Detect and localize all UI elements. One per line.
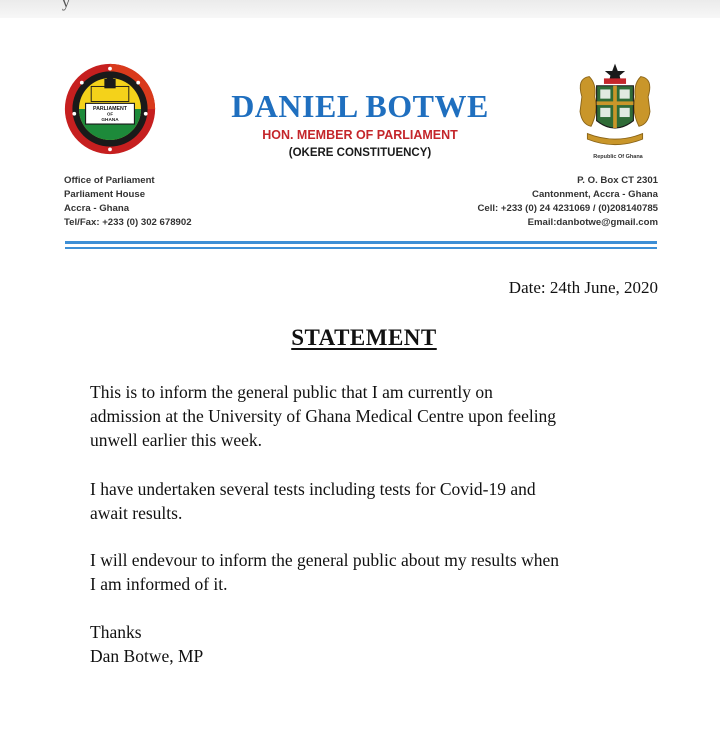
paragraph-3-line1: I will endevour to inform the general public about my results when [90, 550, 559, 570]
paragraph-1-line2: admission at the University of Ghana Medical Centre upon feeling [90, 406, 557, 426]
constituency: (OKERE CONSTITUENCY) [288, 147, 432, 159]
statement-heading: STATEMENT [291, 325, 437, 350]
left-address [64, 174, 192, 230]
paragraph-1 [90, 380, 650, 452]
top-edge [0, 0, 720, 18]
left-address-line3: Accra - Ghana [64, 203, 130, 214]
closing: Thanks [90, 622, 142, 642]
paragraph-2-line1: I have undertaken several tests including tests for Covid-19 and [90, 479, 536, 499]
statement-heading-row [0, 325, 720, 351]
paragraph-2 [90, 477, 650, 525]
left-address-line4: Tel/Fax: +233 (0) 302 678902 [64, 217, 192, 228]
header-rule-thick [65, 241, 657, 244]
paragraph-1-line3: unwell earlier this week. [90, 430, 263, 450]
left-address-line2: Parliament House [64, 189, 146, 200]
logo-text-line1: PARLIAMENT [92, 105, 128, 112]
signature: Dan Botwe, MP [90, 646, 204, 666]
right-address-line1: P. O. Box CT 2301 [577, 175, 658, 186]
right-address-line2: Cantonment, Accra - Ghana [532, 189, 658, 200]
ghana-coat-of-arms-icon [568, 60, 662, 152]
paragraph-2-line2: await results. [90, 503, 183, 523]
header-rule-thin [65, 247, 657, 249]
right-address-line3: Cell: +233 (0) 24 4231069 / (0)208140785 [477, 203, 658, 214]
paragraph-3-line2: I am informed of it. [90, 574, 228, 594]
sign-off [90, 620, 650, 668]
right-address-line4: Email:danbotwe@gmail.com [527, 217, 658, 228]
parliament-logo-icon [63, 62, 157, 156]
letter-date: Date: 24th June, 2020 [508, 278, 658, 297]
paragraph-3 [90, 548, 650, 596]
right-address [477, 174, 658, 230]
top-fragment: y [62, 0, 70, 11]
paragraph-1-line1: This is to inform the general public that I am currently on [90, 382, 493, 402]
mp-name: DANIEL BOTWE [231, 88, 489, 124]
mp-title: HON. MEMBER OF PARLIAMENT [262, 128, 458, 142]
logo-text-line2: OF [107, 111, 113, 117]
left-address-line1: Office of Parliament [64, 175, 155, 186]
coat-caption: Republic Of Ghana [593, 154, 643, 160]
logo-text-line3: GHANA [101, 117, 119, 123]
